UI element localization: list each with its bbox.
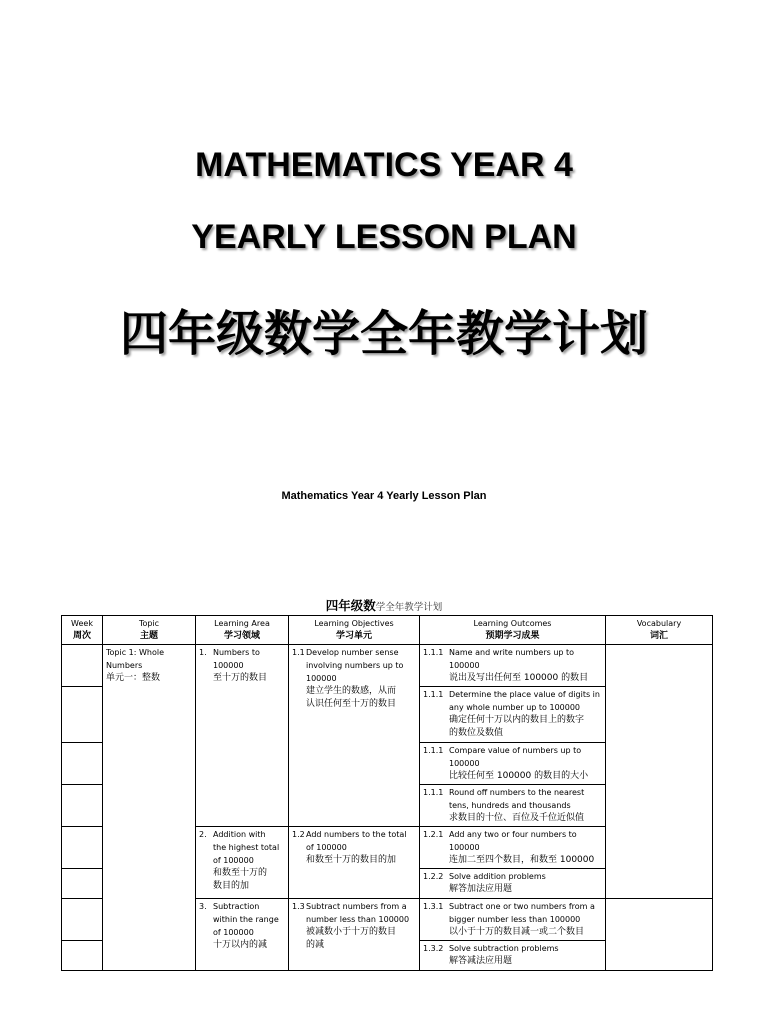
learning-objective-cell: 1.1Develop number sense involving numbers up to 100000 建立学生的数感，从而 认识任何至十万的数目 bbox=[289, 645, 420, 827]
cover-title-chinese: 四年级数学全年教学计划 bbox=[119, 306, 648, 362]
header-topic: Topic 主题 bbox=[103, 616, 196, 645]
table-header-row bbox=[62, 616, 713, 645]
learning-outcome-cell: 1.2.1 Add any two or four numbers to 100000 连加二至四个数目，和数至 100000 bbox=[420, 827, 606, 869]
learning-outcome-cell: 1.1.1 Compare value of numbers up to 100000 比较任何至 100000 的数目的大小 bbox=[420, 743, 606, 785]
week-cell bbox=[62, 743, 103, 785]
learning-area-cell: 1. Numbers to 100000 至十万的数目 bbox=[196, 645, 289, 827]
document-subtitle: Mathematics Year 4 Yearly Lesson Plan bbox=[281, 490, 487, 502]
learning-outcome-cell: 1.1.1 Name and write numbers up to 100000 说出及写出任何至 100000 的数目 bbox=[420, 645, 606, 687]
week-cell bbox=[62, 899, 103, 941]
learning-outcome-cell: 1.3.1 Subtract one or two numbers from a bigger number less than 100000 以小于十万的数目减一或二个数目 bbox=[420, 899, 606, 941]
cover-title-line-2: YEARLY LESSON PLAN bbox=[191, 218, 577, 256]
week-cell bbox=[62, 827, 103, 869]
cover-title-line-1: MATHEMATICS YEAR 4 bbox=[195, 146, 573, 184]
table-row bbox=[62, 645, 713, 687]
table-caption: 四年级数学全年教学计划 bbox=[325, 598, 443, 613]
learning-outcome-cell: 1.2.2 Solve addition problems 解答加法应用题 bbox=[420, 869, 606, 899]
learning-area-cell: 3. Subtraction within the range of 100000 十万以内的减 bbox=[196, 899, 289, 971]
learning-area-cell: 2. Addition with the highest total of 100000 和数至十万的 数目的加 bbox=[196, 827, 289, 899]
learning-outcome-cell: 1.1.1 Determine the place value of digits in any whole number up to 100000 确定任何十万以内的数目上的数字 的数位及数值 bbox=[420, 687, 606, 743]
vocabulary-cell bbox=[606, 645, 713, 899]
learning-objective-cell: 1.2Add numbers to the total of 100000 和数至十万的数目的加 bbox=[289, 827, 420, 899]
learning-outcome-cell: 1.3.2 Solve subtraction problems 解答减法应用题 bbox=[420, 941, 606, 971]
week-cell bbox=[62, 869, 103, 899]
vocabulary-cell bbox=[606, 899, 713, 971]
week-cell bbox=[62, 645, 103, 687]
header-learning-area: Learning Area 学习领域 bbox=[196, 616, 289, 645]
header-learning-outcomes: Learning Outcomes 预期学习成果 bbox=[420, 616, 606, 645]
header-week: Week 周次 bbox=[62, 616, 103, 645]
week-cell bbox=[62, 785, 103, 827]
header-vocabulary: Vocabulary 词汇 bbox=[606, 616, 713, 645]
week-cell bbox=[62, 687, 103, 743]
week-cell bbox=[62, 941, 103, 971]
learning-outcome-cell: 1.1.1 Round off numbers to the nearest tens, hundreds and thousands 求数目的十位、百位及千位近似值 bbox=[420, 785, 606, 827]
learning-objective-cell: 1.3Subtract numbers from a number less than 100000 被减数小于十万的数目 的减 bbox=[289, 899, 420, 971]
lesson-plan-table bbox=[61, 615, 713, 971]
header-learning-objectives: Learning Objectives 学习单元 bbox=[289, 616, 420, 645]
topic-cell: Topic 1: Whole Numbers 单元一：整数 bbox=[103, 645, 196, 971]
